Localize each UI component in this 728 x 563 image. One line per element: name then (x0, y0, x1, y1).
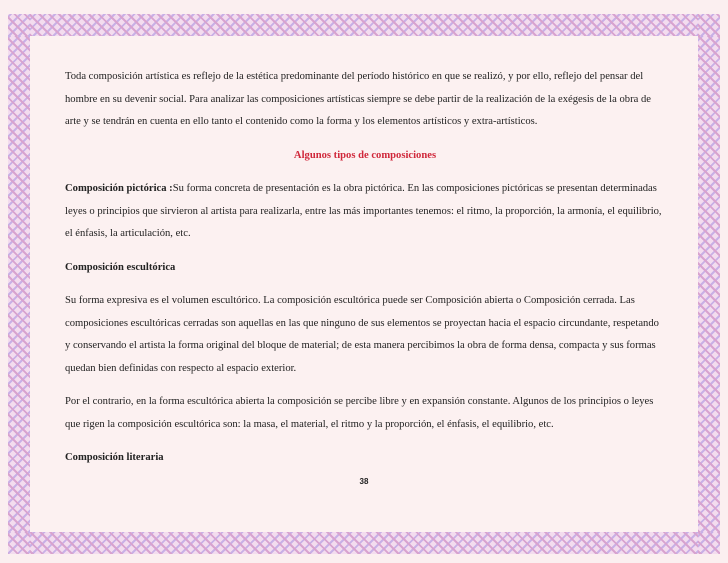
escultorica-paragraph-1: Su forma expresiva es el volumen escultórico. La composición escultórica puede ser Composición abierta o Composición cerrada. Las composiciones escultóricas cerradas son aquellas en las que ninguno de sus elementos se proyectan hacia el espacio circundante, respetando y conservando el artista la forma original del bloque de material; de esta manera percibimos la obra de forma densa, compacta y sus formas quedan bien definidas con respecto al espacio exterior. (65, 295, 659, 374)
pictorica-paragraph (65, 178, 665, 246)
document-content (65, 66, 665, 470)
literaria-title: Composición literaria (65, 452, 164, 463)
page-number: 38 (359, 477, 369, 486)
intro-paragraph: Toda composición artística es reflejo de la estética predominante del período histórico en que se realizó, y por ello, reflejo del pensar del hombre en su devenir social. Para analizar las composiciones artísticas siempre se debe partir de la realización de la exégesis de la obra de arte y se tendrán en cuenta en ello tanto el contenido como la forma y los elementos artísticos y extra-artísticos. (65, 71, 651, 127)
escultorica-title: Composición escultórica (65, 261, 176, 273)
pictorica-text: Su forma concreta de presentación es la obra pictórica. En las composiciones pictóricas se presentan determinadas leyes o principios que sirvieron al artista para realizarla, entre las más importantes tenemos: el ritmo, la proporción, la armonía, el equilibrio, el énfasis, la articulación, etc. (65, 183, 662, 239)
pictorica-title: Composición pictórica : (65, 183, 173, 194)
escultorica-paragraph-2: Por el contrario, en la forma escultórica abierta la composición se percibe libre y en expansión constante. Algunos de los principios o leyes que rigen la composición escultórica son: la masa, el material, el ritmo y la proporción, el énfasis, el equilibrio, etc. (65, 396, 654, 430)
section-subtitle: Algunos tipos de composiciones (293, 149, 437, 161)
